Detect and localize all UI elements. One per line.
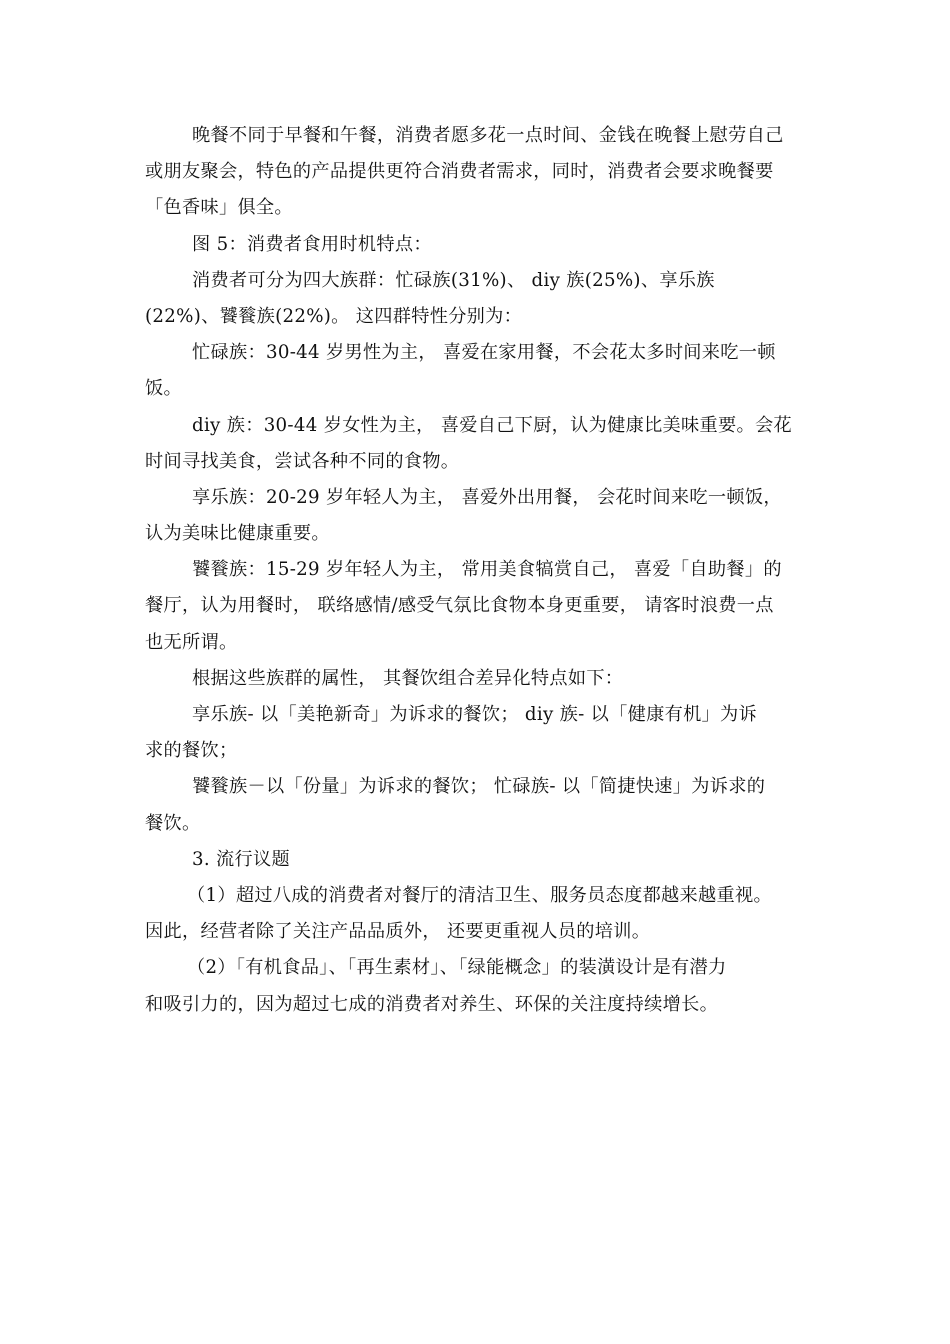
- text-line: 享乐族：20-29 岁年轻人为主， 喜爱外出用餐， 会花时间来吃一顿饭，: [192, 486, 782, 508]
- text-line: 消费者可分为四大族群：忙碌族(31%)、 diy 族(25%)、享乐族: [192, 269, 715, 291]
- section-heading: 3. 流行议题: [192, 848, 290, 870]
- text-line: 时间寻找美食，尝试各种不同的食物。: [145, 450, 460, 472]
- text-line: （2）「有机食品」、「再生素材」、「绿能概念」的装潢设计是有潜力: [187, 957, 727, 979]
- text-line: 饭。: [145, 378, 182, 400]
- text-line: 或朋友聚会，特色的产品提供更符合消费者需求，同时，消费者会要求晚餐要: [145, 161, 774, 183]
- text-line: 求的餐饮；: [145, 740, 238, 762]
- text-line: 晚餐不同于早餐和午餐，消费者愿多花一点时间、金钱在晚餐上慰劳自己: [192, 125, 784, 146]
- text-line: 餐饮。: [145, 812, 201, 834]
- text-line: （1）超过八成的消费者对餐厅的清洁卫生、服务员态度都越来越重视。: [187, 884, 772, 906]
- text-line: 忙碌族：30-44 岁男性为主， 喜爱在家用餐，不会花太多时间来吃一顿: [192, 342, 776, 364]
- document-body: [145, 118, 810, 1023]
- text-line: 和吸引力的，因为超过七成的消费者对养生、环保的关注度持续增长。: [145, 993, 719, 1015]
- text-line: 也无所谓。: [145, 631, 238, 653]
- text-line: 因此，经营者除了关注产品品质外， 还要更重视人员的培训。: [145, 921, 651, 943]
- text-line: 享乐族- 以「美艳新奇」为诉求的餐饮； diy 族- 以「健康有机」为诉: [192, 704, 758, 725]
- text-line: 「色香味」俱全。: [145, 197, 293, 219]
- text-line: 根据这些族群的属性， 其餐饮组合差异化特点如下：: [192, 667, 624, 689]
- figure-caption: 图 5：消费者食用时机特点：: [192, 233, 432, 255]
- text-line: (22%)、饕餮族(22%)。 这四群特性分别为：: [145, 305, 523, 327]
- text-line: diy 族：30-44 岁女性为主， 喜爱自己下厨，认为健康比美味重要。会花: [192, 414, 792, 436]
- text-line: 餐厅，认为用餐时， 联络感情/感受气氛比食物本身更重要， 请客时浪费一点: [145, 595, 774, 617]
- text-line: 饕餮族－以「份量」为诉求的餐饮； 忙碌族- 以「简捷快速」为诉求的: [192, 776, 766, 798]
- text-line: 认为美味比健康重要。: [145, 523, 330, 545]
- text-line: 饕餮族：15-29 岁年轻人为主， 常用美食犒赏自己， 喜爱「自助餐」的: [192, 559, 782, 581]
